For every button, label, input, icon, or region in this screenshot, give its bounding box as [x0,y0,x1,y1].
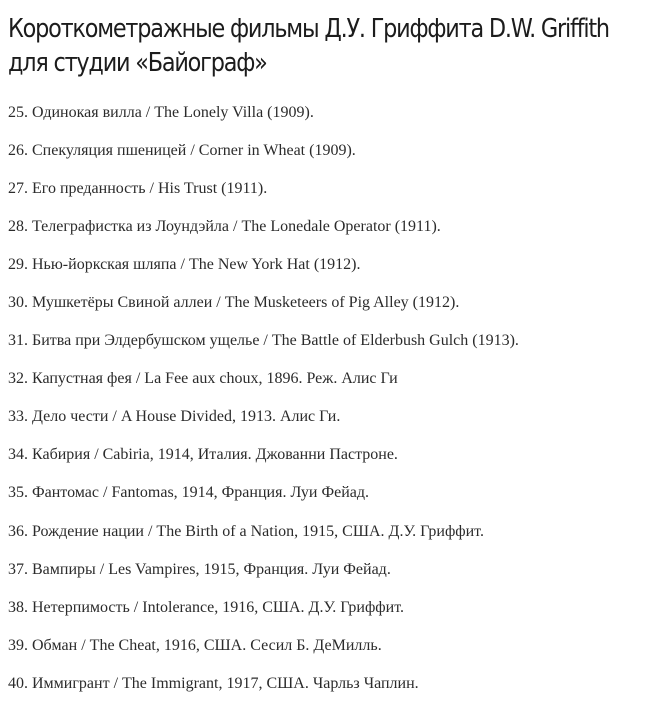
list-item: 27. Его преданность / His Trust (1911). [8,180,268,198]
list-item: 31. Битва при Элдербушском ущелье / The Battle of Elderbush Gulch (1913). [8,332,519,350]
list-item: 34. Кабирия / Cabiria, 1914, Италия. Джованни Пастроне. [8,446,398,464]
list-item: 35. Фантомас / Fantomas, 1914, Франция. Луи Фейад. [8,484,370,502]
list-item: 26. Спекуляция пшеницей / Corner in Wheat (1909). [8,142,356,160]
list-item: 30. Мушкетёры Свиной аллеи / The Musketeers of Pig Alley (1912). [8,294,460,312]
title-line-1: Короткометражные фильмы Д.У. Гриффита D.W. Griffith [8,14,609,44]
film-list [8,94,519,703]
list-item: 29. Нью-йоркская шляпа / The New York Hat (1912). [8,256,361,274]
list-item: 37. Вампиры / Les Vampires, 1915, Франция. Луи Фейад. [8,560,391,578]
list-item: 40. Иммигрант / The Immigrant, 1917, США. Чарльз Чаплин. [8,674,419,692]
list-item: 28. Телеграфистка из Лоундэйла / The Lonedale Operator (1911). [8,218,441,236]
list-item: 39. Обман / The Cheat, 1916, США. Сесил Б. ДеМилль. [8,636,382,654]
list-item: 38. Нетерпимость / Intolerance, 1916, США. Д.У. Гриффит. [8,598,404,616]
list-item: 32. Капустная фея / La Fee aux choux, 1896. Реж. Алис Ги [8,370,398,388]
list-item: 33. Дело чести / A House Divided, 1913. Алис Ги. [8,408,341,426]
list-item: 36. Рождение нации / The Birth of a Nation, 1915, США. Д.У. Гриффит. [8,522,484,540]
title-line-2: для студии «Байограф» [8,48,267,78]
page-title [8,12,648,80]
list-item: 25. Одинокая вилла / The Lonely Villa (1909). [8,104,314,121]
